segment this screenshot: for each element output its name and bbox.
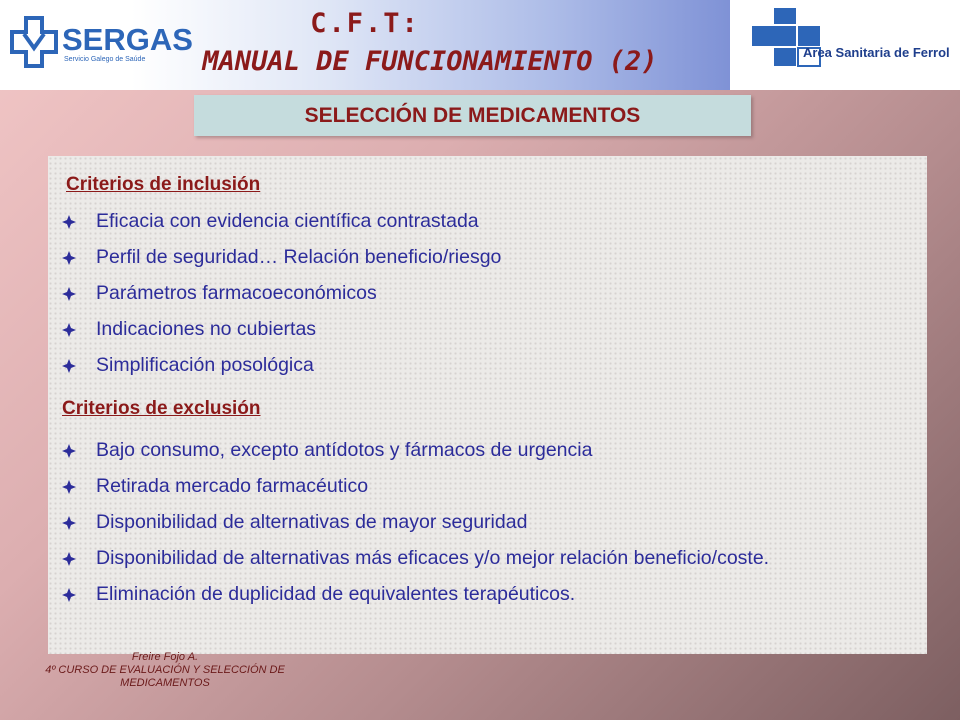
section-title: SELECCIÓN DE MEDICAMENTOS xyxy=(304,103,641,127)
list-item xyxy=(62,246,501,269)
footer-course: 4º CURSO DE EVALUACIÓN Y SELECCIÓN DE MEDICAMENTOS xyxy=(45,664,285,689)
list-item-text: Simplificación posológica xyxy=(96,354,314,376)
list-item xyxy=(62,210,501,233)
diamond-bullet-icon xyxy=(62,439,96,462)
list-item xyxy=(62,583,856,606)
list-item xyxy=(62,511,856,534)
diamond-bullet-icon xyxy=(62,354,96,377)
section-title-box xyxy=(194,95,751,136)
exclusion-list xyxy=(62,439,856,606)
list-item xyxy=(62,318,501,341)
inclusion-list xyxy=(62,210,501,377)
list-item xyxy=(62,475,856,498)
slide-title-line1: C.F.T: xyxy=(310,8,420,39)
criteria-panel xyxy=(48,156,927,654)
list-item-text: Parámetros farmacoeconómicos xyxy=(96,282,377,304)
list-item-text: Indicaciones no cubiertas xyxy=(96,318,317,340)
slide-title-line2: MANUAL DE FUNCIONAMIENTO (2) xyxy=(202,46,658,77)
list-item xyxy=(62,547,856,570)
list-item-text: Disponibilidad de alternativas más eficaces y/o mejor relación beneficio/coste. xyxy=(96,547,770,569)
area-sanitaria-text: Area Sanitaria de Ferrol xyxy=(803,45,950,60)
list-item xyxy=(62,282,501,305)
diamond-bullet-icon xyxy=(62,547,96,570)
exclusion-heading: Criterios de exclusión xyxy=(62,398,261,419)
list-item-text: Perfil de seguridad… Relación beneficio/riesgo xyxy=(96,246,502,268)
list-item xyxy=(62,354,501,377)
sergas-name: SERGAS xyxy=(62,22,193,57)
diamond-bullet-icon xyxy=(62,210,96,233)
diamond-bullet-icon xyxy=(62,282,96,305)
footer-author: Freire Fojo A. xyxy=(131,651,199,663)
diamond-bullet-icon xyxy=(62,246,96,269)
list-item-text: Eliminación de duplicidad de equivalentes terapéuticos. xyxy=(96,583,576,605)
diamond-bullet-icon xyxy=(62,318,96,341)
footer-credit xyxy=(10,651,320,690)
diamond-bullet-icon xyxy=(62,583,96,606)
list-item xyxy=(62,439,856,462)
list-item-text: Disponibilidad de alternativas de mayor seguridad xyxy=(96,511,528,533)
list-item-text: Eficacia con evidencia científica contrastada xyxy=(96,210,479,232)
sergas-subtitle: Servicio Galego de Saúde xyxy=(64,56,146,63)
list-item-text: Bajo consumo, excepto antídotos y fármacos de urgencia xyxy=(96,439,593,461)
list-item-text: Retirada mercado farmacéutico xyxy=(96,475,369,497)
diamond-bullet-icon xyxy=(62,475,96,498)
diamond-bullet-icon xyxy=(62,511,96,534)
inclusion-heading: Criterios de inclusión xyxy=(66,174,261,195)
area-sanitaria-logo-icon xyxy=(752,8,822,70)
